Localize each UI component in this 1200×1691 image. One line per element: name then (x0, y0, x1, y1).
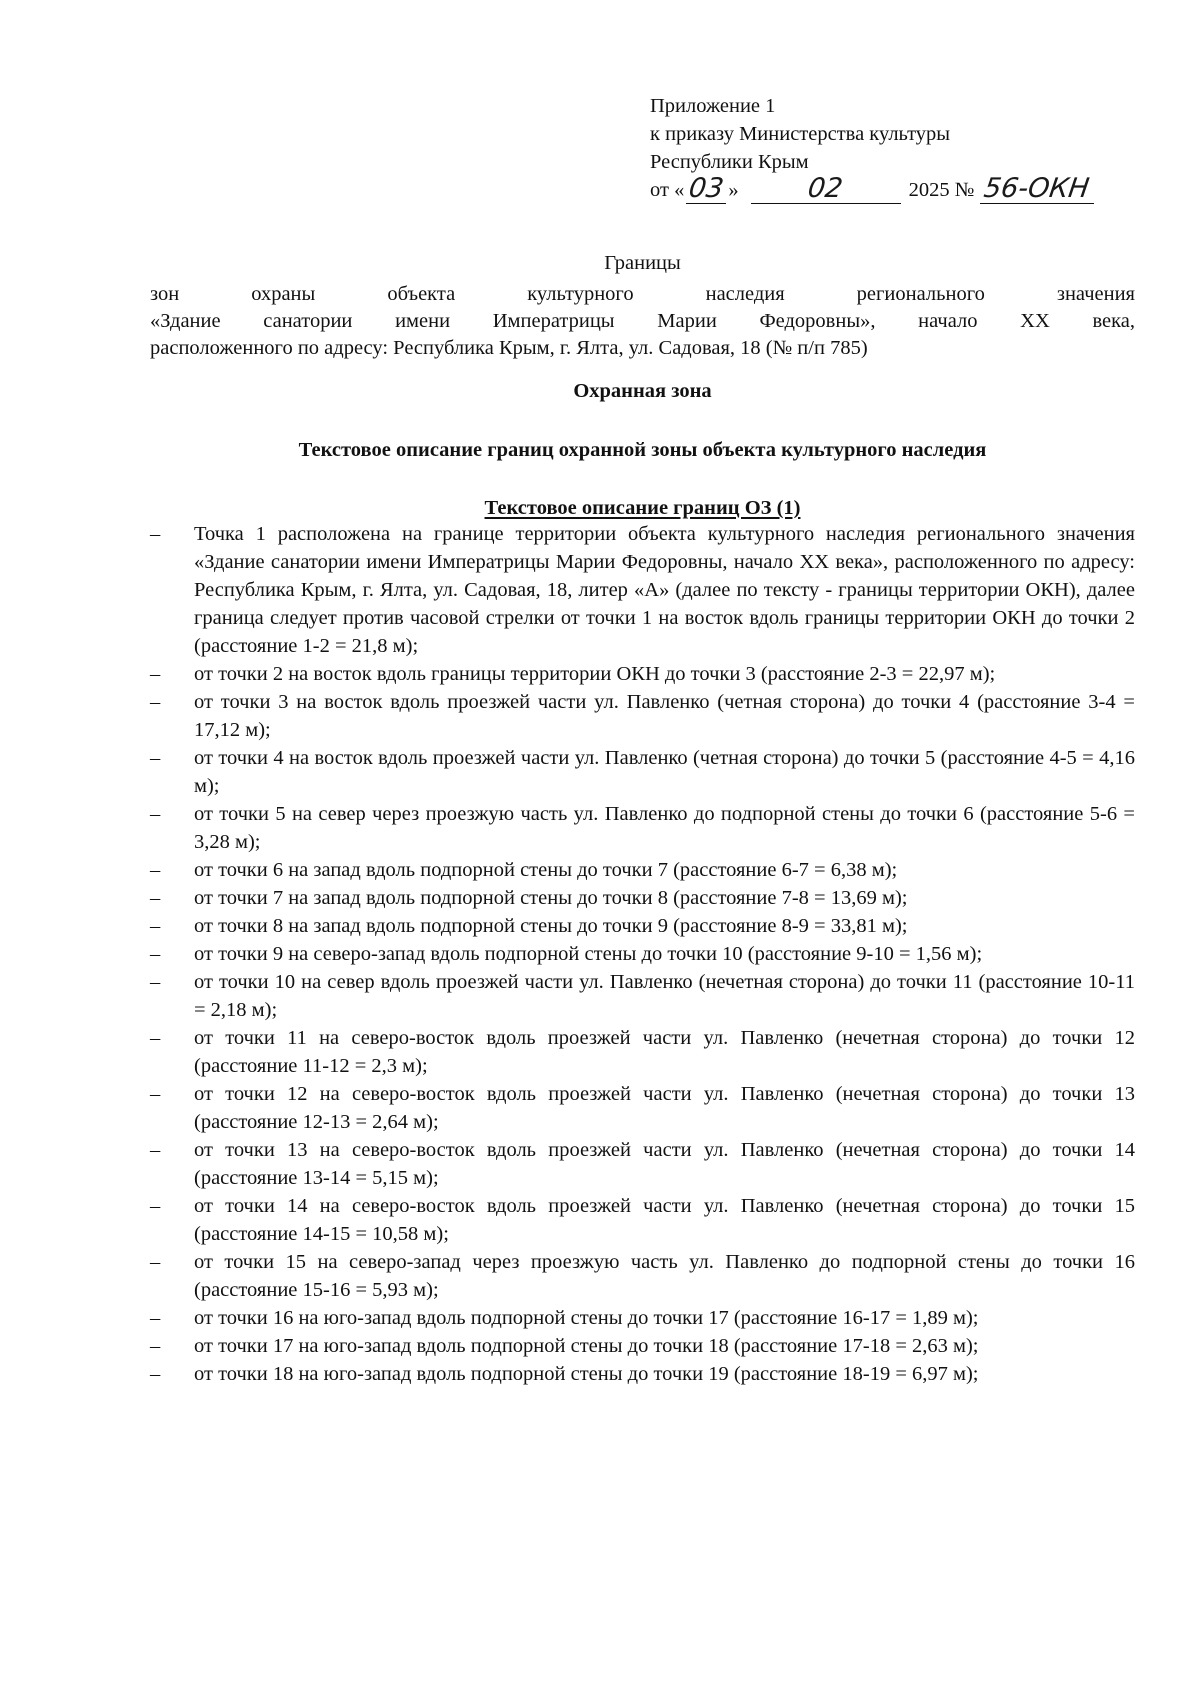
list-item-text: от точки 11 на северо-восток вдоль проезжей части ул. Павленко (нечетная сторона) до точки 12 (расстояние 11-12 = 2,3 м); (194, 1027, 1135, 1077)
subtitle-line: расположенного по адресу: Республика Крым, г. Ялта, ул. Садовая, 18 (№ п/п 785) (150, 337, 868, 359)
list-dash: – (150, 1363, 161, 1385)
list-dash: – (150, 803, 161, 825)
list-item-text: от точки 4 на восток вдоль проезжей части ул. Павленко (четная сторона) до точки 5 (расстояние 4-5 = 4,16 м); (194, 747, 1135, 797)
boundary-list-item (150, 856, 1135, 884)
date-day-handwritten: 03 (687, 173, 726, 204)
boundary-list-item (150, 688, 1135, 744)
list-item-text: от точки 10 на север вдоль проезжей части ул. Павленко (нечетная сторона) до точки 11 (расстояние 10-11 = 2,18 м); (194, 971, 1135, 1021)
boundary-list-item (150, 744, 1135, 800)
list-dash: – (150, 1027, 161, 1049)
list-item-text: от точки 3 на восток вдоль проезжей части ул. Павленко (четная сторона) до точки 4 (расстояние 3-4 = 17,12 м); (194, 691, 1135, 741)
appendix-block (650, 92, 1094, 204)
boundary-list-item (150, 520, 1135, 660)
list-dash: – (150, 887, 161, 909)
boundary-list-item (150, 1080, 1135, 1136)
list-item-text: от точки 13 на северо-восток вдоль проезжей части ул. Павленко (нечетная сторона) до точки 14 (расстояние 13-14 = 5,15 м); (194, 1139, 1135, 1189)
list-item-text: от точки 17 на юго-запад вдоль подпорной стены до точки 18 (расстояние 17-18 = 2,63 м); (194, 1335, 979, 1357)
list-dash: – (150, 1251, 161, 1273)
list-dash: – (150, 1139, 161, 1161)
list-dash: – (150, 915, 161, 937)
boundary-list-item (150, 1304, 1135, 1332)
list-dash: – (150, 1335, 161, 1357)
date-quote-close: » (728, 179, 739, 201)
list-dash: – (150, 747, 161, 769)
list-item-text: от точки 8 на запад вдоль подпорной стены до точки 9 (расстояние 8-9 = 33,81 м); (194, 915, 908, 937)
section-heading-text-description: Текстовое описание границ охранной зоны объекта культурного наследия (298, 439, 987, 461)
list-dash: – (150, 971, 161, 993)
list-item-text: от точки 9 на северо-запад вдоль подпорной стены до точки 10 (расстояние 9-10 = 1,56 м); (194, 943, 983, 965)
boundary-list-item (150, 1248, 1135, 1304)
list-dash: – (150, 943, 161, 965)
date-month-field (751, 173, 901, 204)
list-item-text: от точки 2 на восток вдоль границы территории ОКН до точки 3 (расстояние 2-3 = 22,97 м); (194, 663, 996, 685)
boundary-list-item (150, 884, 1135, 912)
order-number-field (980, 173, 1094, 204)
date-year-label: 2025 № (908, 179, 975, 201)
list-item-text: Точка 1 расположена на границе территории объекта культурного наследия регионального значения «Здание санатории имени Императрицы Марии Федоровны, начало XX века», расположенного по адресу: Республика Крым, г. Ялта, ул. Садовая, 18, литер «А» (далее по тексту - границы территории ОКН), далее граница следует против часовой стрелки от точки 1 на восток вдоль границы территории ОКН до точки 2 (расстояние 1-2 = 21,8 м); (194, 523, 1135, 657)
section-heading-oz-1: Текстовое описание границ ОЗ (1) (484, 497, 801, 519)
boundary-list-item (150, 1332, 1135, 1360)
date-day-field (686, 173, 726, 204)
document-title: Границы (604, 252, 681, 274)
boundary-description-list (150, 520, 1135, 1388)
list-dash: – (150, 691, 161, 713)
list-dash: – (150, 523, 161, 545)
list-item-text: от точки 16 на юго-запад вдоль подпорной стены до точки 17 (расстояние 16-17 = 1,89 м); (194, 1307, 979, 1329)
document-subtitle (150, 281, 1135, 362)
boundary-list-item (150, 912, 1135, 940)
list-dash: – (150, 1307, 161, 1329)
boundary-list-item (150, 1192, 1135, 1248)
appendix-number: Приложение 1 (650, 95, 776, 117)
appendix-order-ref: к приказу Министерства культуры (650, 123, 951, 145)
subtitle-line: «Здание санатории имени Императрицы Марии Федоровны», начало XX века, (150, 310, 1135, 332)
order-number-handwritten: 56-ОКН (982, 173, 1092, 204)
list-item-text: от точки 6 на запад вдоль подпорной стены до точки 7 (расстояние 6-7 = 6,38 м); (194, 859, 898, 881)
list-item-text: от точки 12 на северо-восток вдоль проезжей части ул. Павленко (нечетная сторона) до точки 13 (расстояние 12-13 = 2,64 м); (194, 1083, 1135, 1133)
date-prefix: от « (650, 179, 685, 201)
list-item-text: от точки 5 на север через проезжую часть ул. Павленко до подпорной стены до точки 6 (расстояние 5-6 = 3,28 м); (194, 803, 1135, 853)
boundary-list-item (150, 1136, 1135, 1192)
list-item-text: от точки 14 на северо-восток вдоль проезжей части ул. Павленко (нечетная сторона) до точки 15 (расстояние 14-15 = 10,58 м); (194, 1195, 1135, 1245)
boundary-list-item (150, 800, 1135, 856)
list-item-text: от точки 18 на юго-запад вдоль подпорной стены до точки 19 (расстояние 18-19 = 6,97 м); (194, 1363, 979, 1385)
list-dash: – (150, 663, 161, 685)
date-month-handwritten: 02 (806, 173, 845, 204)
boundary-list-item (150, 968, 1135, 1024)
section-heading-protected-zone: Охранная зона (573, 380, 712, 402)
boundary-list-item (150, 940, 1135, 968)
order-date-line (650, 173, 1094, 204)
list-item-text: от точки 7 на запад вдоль подпорной стены до точки 8 (расстояние 7-8 = 13,69 м); (194, 887, 908, 909)
list-dash: – (150, 1195, 161, 1217)
list-dash: – (150, 1083, 161, 1105)
appendix-region: Республики Крым (650, 151, 809, 173)
boundary-list-item (150, 660, 1135, 688)
subtitle-line: зон охраны объекта культурного наследия регионального значения (150, 283, 1135, 305)
boundary-list-item (150, 1024, 1135, 1080)
list-item-text: от точки 15 на северо-запад через проезжую часть ул. Павленко до подпорной стены до точки 16 (расстояние 15-16 = 5,93 м); (194, 1251, 1135, 1301)
list-dash: – (150, 859, 161, 881)
boundary-list-item (150, 1360, 1135, 1388)
